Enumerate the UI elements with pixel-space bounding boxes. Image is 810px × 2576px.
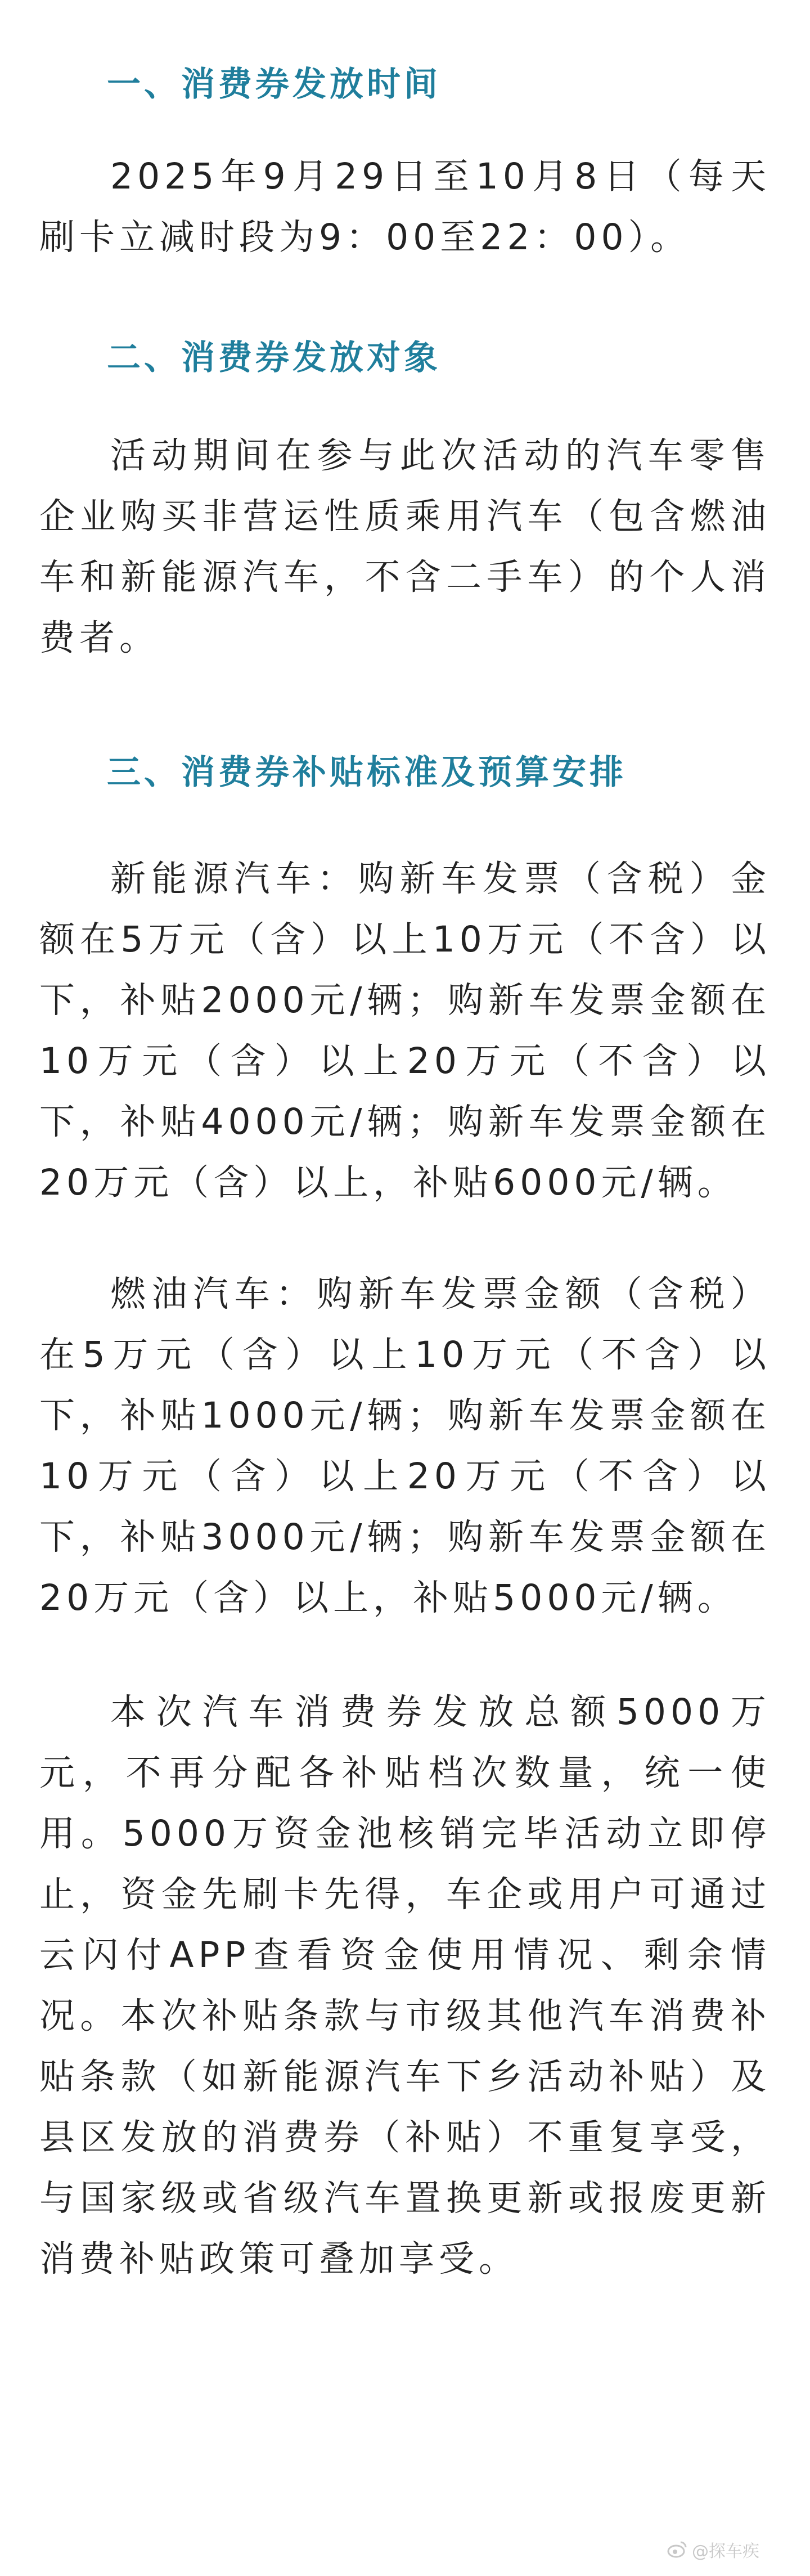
paragraph-budget-arrangement: 本次汽车消费券发放总额5000万元，不再分配各补贴档次数量，统一使用。5000万资金池核销完毕活动立即停止，资金先刷卡先得，车企或用户可通过云闪付APP查看资金使用情况、剩余情况。本次补贴条款与市级其他汽车消费补贴条款（如新能源汽车下乡活动补贴）及县区发放的消费券（补贴）不重复享受，与国家级或省级汽车置换更新或报废更新消费补贴政策可叠加享受。 bbox=[39, 1691, 771, 2279]
paragraph-fuel-vehicle-subsidy: 燃油汽车：购新车发票金额（含税）在5万元（含）以上10万元（不含）以下，补贴1000元/辆；购新车发票金额在10万元（含）以上20万元（不含）以下，补贴3000元/辆；购新车发票金额在20万元（含）以上，补贴5000元/辆。 bbox=[39, 1273, 771, 1618]
paragraph-new-energy-subsidy: 新能源汽车：购新车发票（含税）金额在5万元（含）以上10万元（不含）以下，补贴2000元/辆；购新车发票金额在10万元（含）以上20万元（不含）以下，补贴4000元/辆；购新车发票金额在20万元（含）以上，补贴6000元/辆。 bbox=[39, 858, 771, 1203]
paragraph-eligible-recipients: 活动期间在参与此次活动的汽车零售企业购买非营运性质乘用汽车（包含燃油车和新能源汽车，不含二手车）的个人消费者。 bbox=[39, 435, 771, 658]
watermark-text: @探车疾 bbox=[692, 2542, 759, 2561]
article-body bbox=[39, 39, 771, 2290]
watermark bbox=[667, 2537, 759, 2562]
section-heading-eligible-recipients: 二、消费券发放对象 bbox=[107, 338, 441, 378]
weibo-logo-icon bbox=[667, 2539, 687, 2560]
section-heading-subsidy-standards: 三、消费券补贴标准及预算安排 bbox=[107, 753, 627, 792]
section-heading-issuance-time: 一、消费券发放时间 bbox=[107, 65, 441, 104]
paragraph-issuance-time: 2025年9月29日至10月8日（每天刷卡立减时段为9：00至22：00）。 bbox=[39, 156, 771, 258]
